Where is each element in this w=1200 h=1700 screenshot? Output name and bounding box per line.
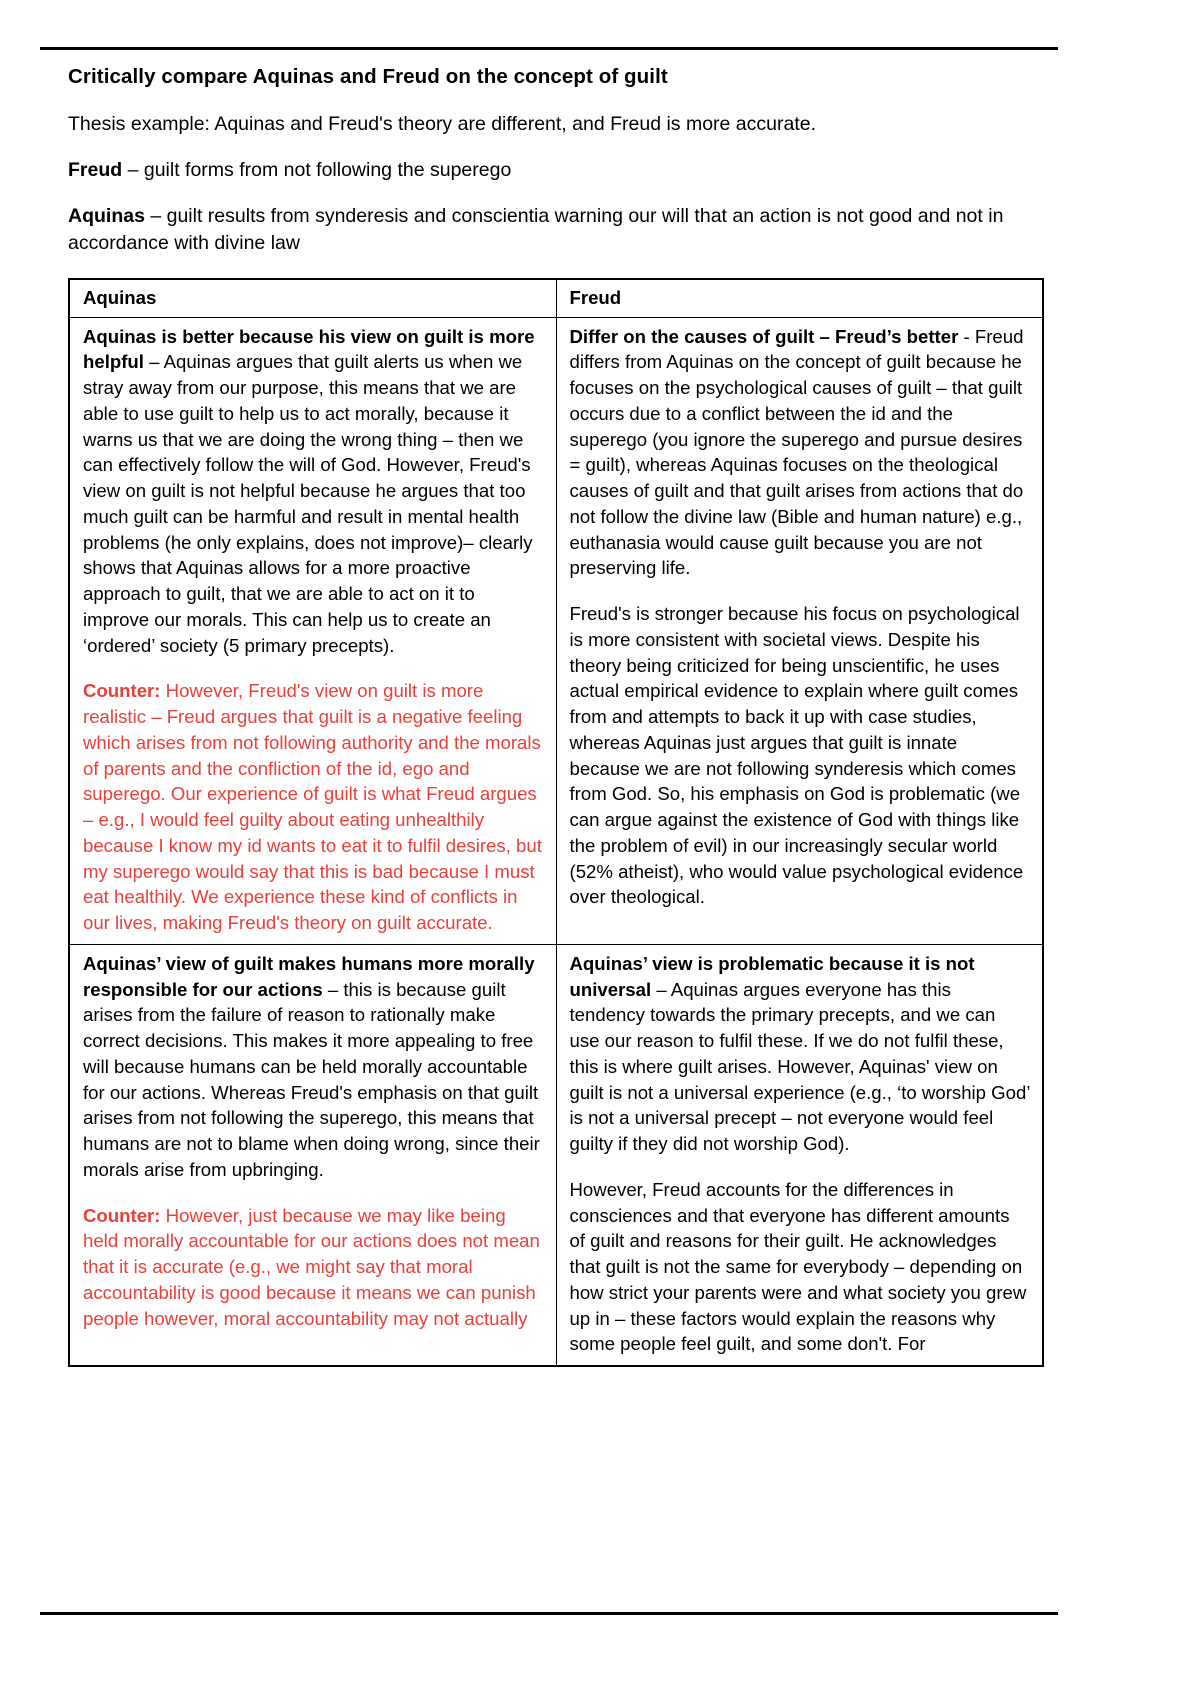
freud-label: Freud xyxy=(68,158,123,181)
aquinas-definition-text: – guilt results from synderesis and conscientia warning our will that an action is not good and not in accordance with divine law xyxy=(68,205,1004,254)
aquinas-label: Aquinas xyxy=(68,205,145,228)
freud-definition-text: – guilt forms from not following the superego xyxy=(122,158,512,181)
aquinas-definition-paragraph xyxy=(68,203,1043,256)
freud-definition-paragraph xyxy=(68,157,1043,183)
table-header-row xyxy=(69,279,1043,317)
footer-rule xyxy=(40,1612,1058,1615)
freud-argument-1 xyxy=(570,324,1031,582)
document-content xyxy=(68,64,1043,1367)
freud-argument-1-body: - Freud differs from Aquinas on the concept of guilt because he focuses on the psychological causes of guilt – that guilt occurs due to a conflict between the id and the superego (you ignore the superego and pursue desires = guilt), whereas Aquinas focuses on the theological causes of guilt and that guilt arises from actions that do not follow the divine law (Bible and human nature) e.g., euthanasia would cause guilt because you are not preserving life. xyxy=(569,325,1024,579)
aquinas-counter-2-body: However, just because we may like being held morally accountable for our actions does not mean that it is accurate (e.g., we might say that moral accountability is good because it means we can punish people however, moral accountability may not actually xyxy=(83,1204,540,1329)
cell-aquinas-1 xyxy=(69,317,556,944)
aquinas-argument-1-lead: Aquinas is better because his view on guilt is more helpful xyxy=(83,325,535,373)
freud-argument-2 xyxy=(570,951,1031,1157)
aquinas-counter-1 xyxy=(83,678,544,936)
header-rule xyxy=(40,47,1058,50)
freud-argument-2-body: – Aquinas argues everyone has this tendency towards the primary precepts, and we can use our reason to fulfil these. If we do not fulfil these, this is where guilt arises. However, Aquinas' view on guilt is not a universal experience (e.g., ‘to worship God’ is not a universal precept – not everyone would feel guilty if they did not worship God). xyxy=(569,978,1030,1155)
aquinas-counter-1-body: However, Freud's view on guilt is more realistic – Freud argues that guilt is a negative feeling which arises from not following authority and the morals of parents and the confliction of the id, ego and superego. Our experience of guilt is what Freud argues – e.g., I would feel guilty about eating unhealthily because I know my id wants to eat it to fulfil desires, but my superego would say that this is bad because I must eat healthily. We experience these kind of conflicts in our lives, making Freud's theory on guilt accurate. xyxy=(83,680,542,934)
aquinas-counter-2 xyxy=(83,1203,544,1332)
freud-argument-1-lead: Differ on the causes of guilt – Freud’s better xyxy=(569,325,959,347)
counter-label: Counter: xyxy=(83,680,161,702)
page-title: Critically compare Aquinas and Freud on the concept of guilt xyxy=(68,65,668,88)
freud-argument-2-lead: Aquinas’ view is problematic because it is not universal xyxy=(569,952,975,1000)
aquinas-argument-2 xyxy=(83,951,544,1183)
counter-label: Counter: xyxy=(83,1204,161,1226)
column-header-aquinas: Aquinas xyxy=(69,279,556,317)
aquinas-argument-1 xyxy=(83,324,544,659)
table-row xyxy=(69,944,1043,1366)
thesis-paragraph xyxy=(68,111,1043,137)
freud-argument-1-para2: Freud's is stronger because his focus on psychological is more consistent with societal views. Despite his theory being criticized for being unscientific, he uses actual empirical evidence to explain where guilt comes from and attempts to back it up with case studies, whereas Aquinas just argues that guilt is innate because we are not following synderesis which comes from God. So, his emphasis on God is problematic (we can argue against the existence of God with things like the problem of evil) in our increasingly secular world (52% atheist), who would value psychological evidence over theological. xyxy=(569,603,1024,908)
aquinas-argument-1-body: – Aquinas argues that guilt alerts us when we stray away from our purpose, this means that we are able to use guilt to help us to act morally, because it warns us that we are doing the wrong thing – then we can effectively follow the will of God. However, Freud's view on guilt is not helpful because he argues that too much guilt can be harmful and result in mental health problems (he only explains, does not improve)– clearly shows that Aquinas allows for a more proactive approach to guilt, that we are able to act on it to improve our morals. This can help us to create an ‘ordered’ society (5 primary precepts). xyxy=(83,351,533,656)
aquinas-argument-2-body: – this is because guilt arises from the failure of reason to rationally make correct decisions. This makes it more appealing to free will because humans can be held morally accountable for our actions. Whereas Freud's emphasis on that guilt arises from not following the superego, this means that humans are not to blame when doing wrong, since their morals arise from upbringing. xyxy=(83,978,540,1180)
comparison-table xyxy=(68,278,1044,1367)
column-header-freud: Freud xyxy=(556,279,1043,317)
aquinas-argument-2-lead: Aquinas’ view of guilt makes humans more morally responsible for our actions xyxy=(83,952,535,1000)
cell-aquinas-2 xyxy=(69,944,556,1366)
thesis-text: Thesis example: Aquinas and Freud's theory are different, and Freud is more accurate. xyxy=(68,112,817,135)
cell-freud-1 xyxy=(556,317,1043,944)
freud-argument-2-para2: However, Freud accounts for the differences in consciences and that everyone has different amounts of guilt and reasons for their guilt. He acknowledges that guilt is not the same for everybody – depending on how strict your parents were and what society you grew up in – these factors would explain the reasons why some people feel guilt, and some don't. For xyxy=(569,1178,1027,1355)
table-row xyxy=(69,317,1043,944)
cell-freud-2 xyxy=(556,944,1043,1366)
